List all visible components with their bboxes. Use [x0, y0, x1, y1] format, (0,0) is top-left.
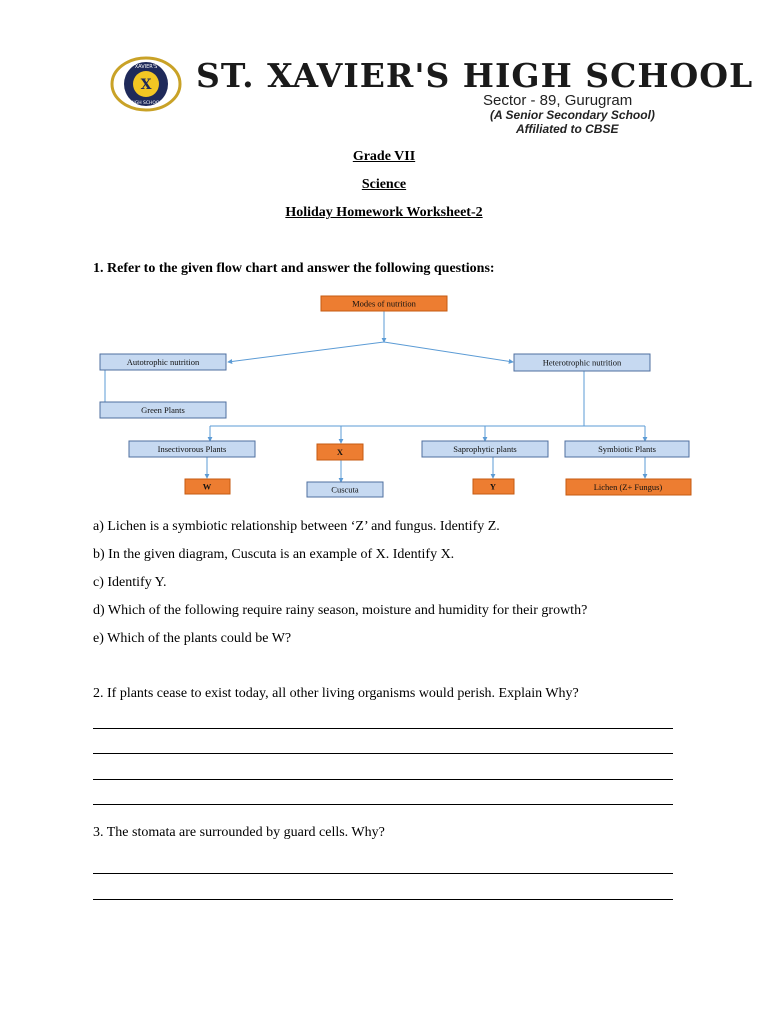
logo-letter: X [140, 77, 152, 93]
node-saprophytic [422, 441, 548, 457]
school-type: (A Senior Secondary School) [490, 108, 655, 122]
answer-line[interactable] [93, 899, 673, 900]
subject-title: Science [361, 177, 407, 192]
question-1b: b) In the given diagram, Cuscuta is an example of X. Identify X. [93, 547, 455, 562]
svg-text:Insectivorous Plants: Insectivorous Plants [157, 444, 227, 454]
svg-text:Y: Y [489, 481, 497, 492]
svg-text:Cuscuta: Cuscuta [331, 484, 359, 495]
node-w [185, 479, 230, 494]
logo-text-bottom: HIGH SCHOOL [130, 101, 162, 106]
logo-text-top: XAVIER'S [134, 64, 158, 70]
answer-line[interactable] [93, 779, 673, 780]
school-name: ST. XAVIER'S HIGH SCHOOL [196, 56, 754, 95]
node-symbiotic [565, 441, 689, 457]
node-x [317, 444, 363, 460]
grade-title: Grade VII [352, 149, 416, 164]
question-3-prompt: 3. The stomata are surrounded by guard cells. Why? [93, 825, 385, 840]
answer-line[interactable] [93, 873, 673, 874]
node-y [473, 479, 514, 494]
svg-text:Heterotrophic nutrition: Heterotrophic nutrition [542, 357, 622, 368]
svg-text:Modes of nutrition: Modes of nutrition [352, 298, 416, 309]
nutrition-flowchart [95, 292, 695, 502]
node-green-plants [100, 402, 226, 418]
school-affiliation: Affiliated to CBSE [516, 122, 619, 136]
worksheet-title: Holiday Homework Worksheet-2 [285, 205, 483, 220]
school-logo [110, 56, 182, 112]
school-address: Sector - 89, Gurugram [483, 92, 633, 109]
answer-line[interactable] [93, 804, 673, 805]
question-1c: c) Identify Y. [93, 575, 167, 590]
node-autotrophic [100, 354, 226, 370]
question-1e: e) Which of the plants could be W? [93, 631, 292, 646]
question-1d: d) Which of the following require rainy season, moisture and humidity for their growth? [93, 603, 588, 618]
question-2-prompt: 2. If plants cease to exist today, all other living organisms would perish. Explain Why? [93, 686, 579, 701]
node-modes-of-nutrition [321, 296, 447, 311]
node-insectivorous [129, 441, 255, 457]
answer-line[interactable] [93, 728, 673, 729]
svg-text:W: W [202, 481, 212, 492]
node-lichen [566, 479, 691, 495]
answer-line[interactable] [93, 753, 673, 754]
svg-text:X: X [336, 447, 344, 457]
svg-text:Symbiotic Plants: Symbiotic Plants [598, 444, 656, 454]
question-1a: a) Lichen is a symbiotic relationship between ‘Z’ and fungus. Identify Z. [93, 519, 500, 534]
svg-text:Saprophytic plants: Saprophytic plants [453, 444, 517, 454]
node-heterotrophic [514, 354, 650, 371]
svg-text:Green Plants: Green Plants [141, 405, 185, 415]
question-1-prompt: 1. Refer to the given flow chart and answer the following questions: [93, 261, 495, 276]
svg-text:Lichen (Z+ Fungus): Lichen (Z+ Fungus) [593, 482, 663, 492]
node-cuscuta [307, 482, 383, 497]
svg-text:Autotrophic nutrition: Autotrophic nutrition [126, 357, 200, 367]
